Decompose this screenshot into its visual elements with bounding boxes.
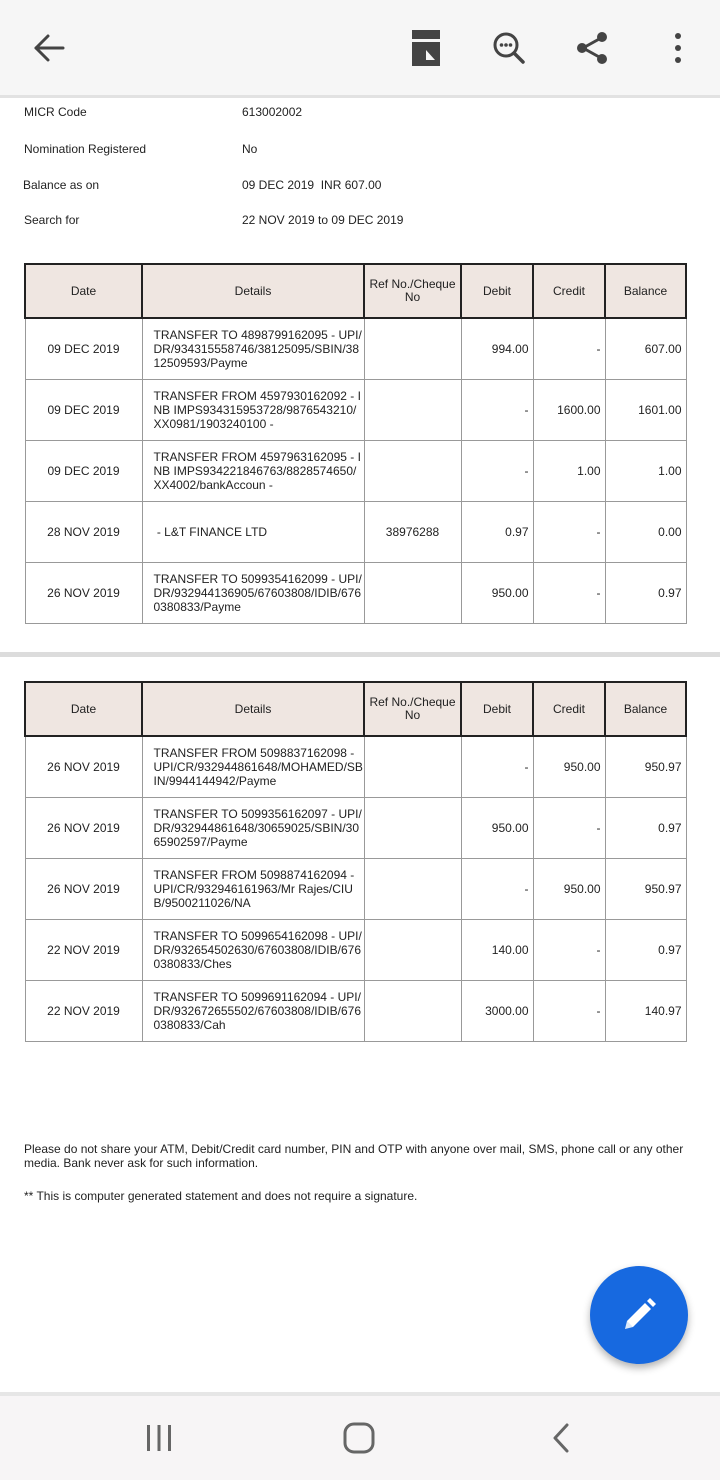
cell-debit: - (461, 441, 533, 502)
cell-details: TRANSFER FROM 4597963162095 - INB IMPS934221846763/8828574650/XX4002/bankAccoun - (142, 441, 364, 502)
cell-credit: - (533, 502, 605, 563)
cell-credit: - (533, 920, 605, 981)
cell-debit: 950.00 (461, 798, 533, 859)
cell-date: 09 DEC 2019 (25, 441, 142, 502)
table-row (25, 441, 686, 502)
col-header-credit: Credit (533, 264, 605, 318)
table-row (25, 318, 686, 380)
share-button[interactable] (564, 20, 620, 76)
security-warning-text: Please do not share your ATM, Debit/Credit card number, PIN and OTP with anyone over mail, SMS, phone call or any other media. Bank never ask for such information. (24, 1142, 684, 1170)
recent-apps-button[interactable] (134, 1418, 184, 1458)
pencil-edit-icon (619, 1295, 659, 1335)
cell-balance: 0.97 (605, 563, 686, 624)
cell-date: 26 NOV 2019 (25, 736, 142, 798)
cell-credit: - (533, 563, 605, 624)
info-value: No (242, 142, 258, 156)
cell-ref (364, 380, 461, 441)
cell-date: 28 NOV 2019 (25, 502, 142, 563)
home-icon (343, 1422, 375, 1454)
info-row-balance (0, 178, 720, 198)
computer-generated-note: ** This is computer generated statement and does not require a signature. (24, 1189, 418, 1203)
table-header-row (25, 682, 686, 736)
cell-date: 26 NOV 2019 (25, 798, 142, 859)
col-header-credit: Credit (533, 682, 605, 736)
cell-details: TRANSFER FROM 5098837162098 - UPI/CR/932944861648/MOHAMED/SBIN/9944144942/Payme (142, 736, 364, 798)
table-row (25, 563, 686, 624)
cell-details: TRANSFER TO 4898799162095 - UPI/DR/934315558746/38125095/SBIN/3812509593/Payme (142, 318, 364, 380)
cell-ref (364, 859, 461, 920)
bookmark-icon (411, 29, 441, 67)
cell-ref (364, 441, 461, 502)
cell-details: - L&T FINANCE LTD (142, 502, 364, 563)
col-header-details: Details (142, 264, 364, 318)
cell-ref (364, 318, 461, 380)
cell-debit: - (461, 736, 533, 798)
col-header-debit: Debit (461, 264, 533, 318)
cell-balance: 1.00 (605, 441, 686, 502)
cell-balance: 0.00 (605, 502, 686, 563)
cell-debit: - (461, 859, 533, 920)
statement-table-page-1 (24, 263, 687, 624)
table-row (25, 859, 686, 920)
info-label: Balance as on (23, 178, 100, 192)
col-header-date: Date (25, 264, 142, 318)
cell-balance: 950.97 (605, 859, 686, 920)
cell-details: TRANSFER FROM 4597930162092 - INB IMPS934315953728/9876543210/XX0981/1903240100 - (142, 380, 364, 441)
cell-debit: - (461, 380, 533, 441)
cell-credit: 1.00 (533, 441, 605, 502)
cell-ref (364, 798, 461, 859)
edit-fab-button[interactable] (590, 1266, 688, 1364)
arrow-left-icon (31, 30, 67, 66)
cell-details: TRANSFER TO 5099354162099 - UPI/DR/932944136905/67603808/IDIB/6760380833/Payme (142, 563, 364, 624)
info-label: MICR Code (24, 105, 87, 119)
col-header-date: Date (25, 682, 142, 736)
table-row (25, 981, 686, 1042)
cell-details: TRANSFER FROM 5098874162094 - UPI/CR/932946161963/Mr Rajes/CIUB/9500211026/NA (142, 859, 364, 920)
home-button[interactable] (334, 1418, 384, 1458)
cell-balance: 0.97 (605, 798, 686, 859)
info-value: 09 DEC 2019 INR 607.00 (242, 178, 382, 192)
cell-date: 22 NOV 2019 (25, 920, 142, 981)
nav-back-button[interactable] (536, 1418, 586, 1458)
col-header-details: Details (142, 682, 364, 736)
cell-credit: - (533, 981, 605, 1042)
more-options-button[interactable] (650, 20, 706, 76)
cell-credit: - (533, 318, 605, 380)
cell-credit: 1600.00 (533, 380, 605, 441)
share-icon (575, 31, 609, 65)
back-button[interactable] (21, 20, 77, 76)
page-divider (0, 652, 720, 657)
cell-credit: 950.00 (533, 859, 605, 920)
table-row (25, 798, 686, 859)
cell-balance: 950.97 (605, 736, 686, 798)
table-row (25, 920, 686, 981)
app-toolbar (0, 0, 720, 98)
col-header-ref: Ref No./Cheque No (364, 682, 461, 736)
cell-balance: 1601.00 (605, 380, 686, 441)
cell-debit: 994.00 (461, 318, 533, 380)
cell-date: 26 NOV 2019 (25, 563, 142, 624)
statement-table-page-2 (24, 681, 687, 1042)
info-label: Search for (24, 213, 80, 227)
cell-balance: 607.00 (605, 318, 686, 380)
col-header-ref: Ref No./Cheque No (364, 264, 461, 318)
info-value: 613002002 (242, 105, 303, 119)
info-row-nomination (0, 142, 720, 162)
cell-balance: 140.97 (605, 981, 686, 1042)
cell-debit: 0.97 (461, 502, 533, 563)
col-header-balance: Balance (605, 682, 686, 736)
cell-credit: - (533, 798, 605, 859)
cell-ref (364, 563, 461, 624)
cell-ref (364, 736, 461, 798)
more-vertical-icon (673, 31, 683, 65)
cell-date: 09 DEC 2019 (25, 380, 142, 441)
info-row-search (0, 213, 720, 233)
cell-date: 26 NOV 2019 (25, 859, 142, 920)
info-row-micr (0, 105, 720, 125)
cell-details: TRANSFER TO 5099691162094 - UPI/DR/932672655502/67603808/IDIB/6760380833/Cah (142, 981, 364, 1042)
cell-debit: 3000.00 (461, 981, 533, 1042)
cell-balance: 0.97 (605, 920, 686, 981)
cell-date: 09 DEC 2019 (25, 318, 142, 380)
cell-details: TRANSFER TO 5099356162097 - UPI/DR/932944861648/30659025/SBIN/3065902597/Payme (142, 798, 364, 859)
system-nav-bar (0, 1392, 720, 1480)
cell-details: TRANSFER TO 5099654162098 - UPI/DR/932654502630/67603808/IDIB/6760380833/Ches (142, 920, 364, 981)
col-header-debit: Debit (461, 682, 533, 736)
back-chevron-icon (550, 1422, 572, 1454)
cell-credit: 950.00 (533, 736, 605, 798)
table-header-row (25, 264, 686, 318)
search-button[interactable] (481, 20, 537, 76)
bookmark-button[interactable] (398, 20, 454, 76)
col-header-balance: Balance (605, 264, 686, 318)
cell-ref: 38976288 (364, 502, 461, 563)
cell-ref (364, 981, 461, 1042)
info-label: Nomination Registered (24, 142, 147, 156)
table-row (25, 380, 686, 441)
cell-ref (364, 920, 461, 981)
info-value: 22 NOV 2019 to 09 DEC 2019 (242, 213, 404, 227)
cell-date: 22 NOV 2019 (25, 981, 142, 1042)
cell-debit: 140.00 (461, 920, 533, 981)
cell-debit: 950.00 (461, 563, 533, 624)
table-row (25, 502, 686, 563)
recent-apps-icon (144, 1424, 174, 1452)
search-icon (491, 30, 527, 66)
table-row (25, 736, 686, 798)
